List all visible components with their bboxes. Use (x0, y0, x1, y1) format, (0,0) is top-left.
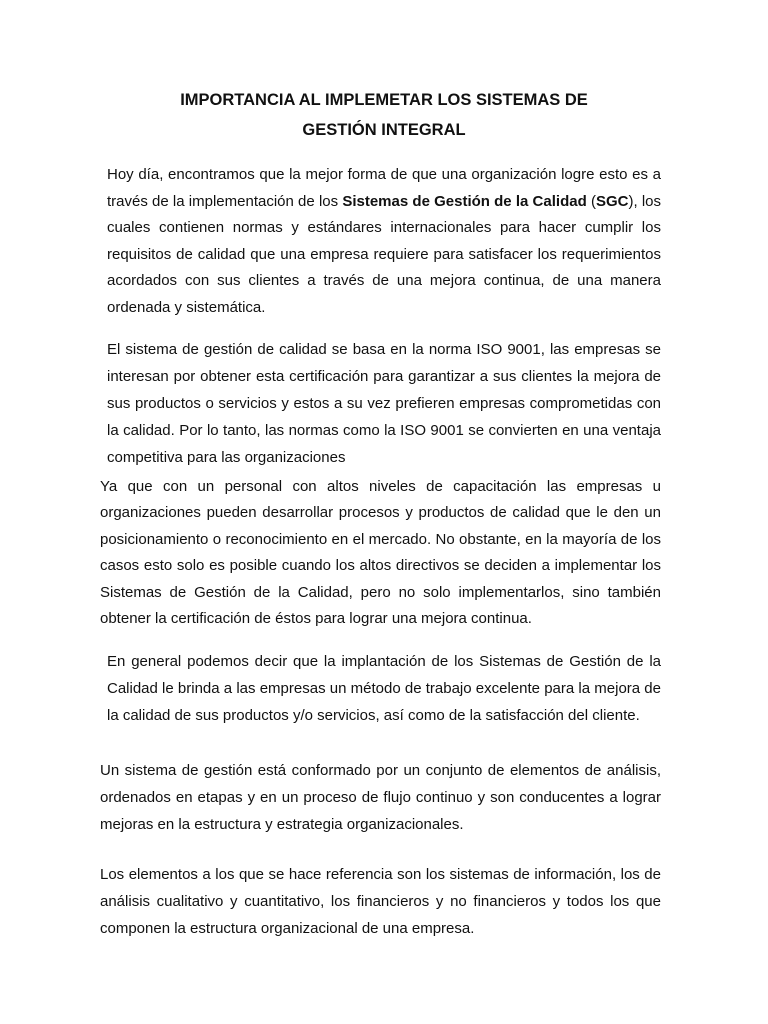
intro-bold-sgc-acronym: SGC (595, 192, 629, 210)
paragraph-sistema-gestion: Un sistema de gestión está conformado por un conjunto de elementos de análisis, ordenados en etapas y en un proceso de flujo continuo y son conducentes a lograr mejoras en la estructura y estrategia organizacionales. (100, 762, 661, 833)
intro-text-paren: ( (586, 192, 596, 210)
intro-text-start: Hoy día, encontramos que la mejor forma de que una organización logre esto es a través de la implementación de los (107, 166, 661, 210)
document-title-line-2: GESTIÓN INTEGRAL (302, 121, 466, 139)
paragraph-capacitacion: Ya que con un personal con altos niveles de capacitación las empresas u organizaciones pueden desarrollar procesos y productos de calidad que le den un posicionamiento o reconocimiento en el mercado. No obstante, en la mayoría de los casos esto solo es posible cuando los altos directivos se deciden a implementar los Sistemas de Gestión de la Calidad, pero no solo implementarlos, sino también obtener la certificación de éstos para lograr una mejora continua. (100, 478, 661, 628)
paragraph-elementos: Los elementos a los que se hace referencia son los sistemas de información, los de análisis cualitativo y cuantitativo, los financieros y no financieros y todos los que componen la estructura organizacional de una empresa. (100, 866, 661, 937)
intro-bold-sgc-name: Sistemas de Gestión de la Calidad (342, 192, 587, 210)
document-title-line-1: IMPORTANCIA AL IMPLEMETAR LOS SISTEMAS DE (180, 91, 588, 109)
intro-text-end: ), los cuales contienen normas y estándares internacionales para hacer cumplir los requisitos de calidad que una empresa requiere para satisfacer los requerimientos acordados con sus clientes a través de una mejora continua, de una manera ordenada y sistemática. (107, 192, 662, 316)
paragraph-iso-9001: El sistema de gestión de calidad se basa en la norma ISO 9001, las empresas se interesan por obtener esta certificación para garantizar a sus clientes la mejora de sus productos o servicios y estos a su vez prefieren empresas comprometidas con la calidad. Por lo tanto, las normas como la ISO 9001 se convierten en una ventaja competitiva para las organizaciones (107, 341, 661, 466)
paragraph-implantacion: En general podemos decir que la implantación de los Sistemas de Gestión de la Calidad le brinda a las empresas un método de trabajo excelente para la mejora de la calidad de sus productos y/o servicios, así como de la satisfacción del cliente. (107, 653, 661, 724)
paragraph-intro (107, 162, 661, 321)
